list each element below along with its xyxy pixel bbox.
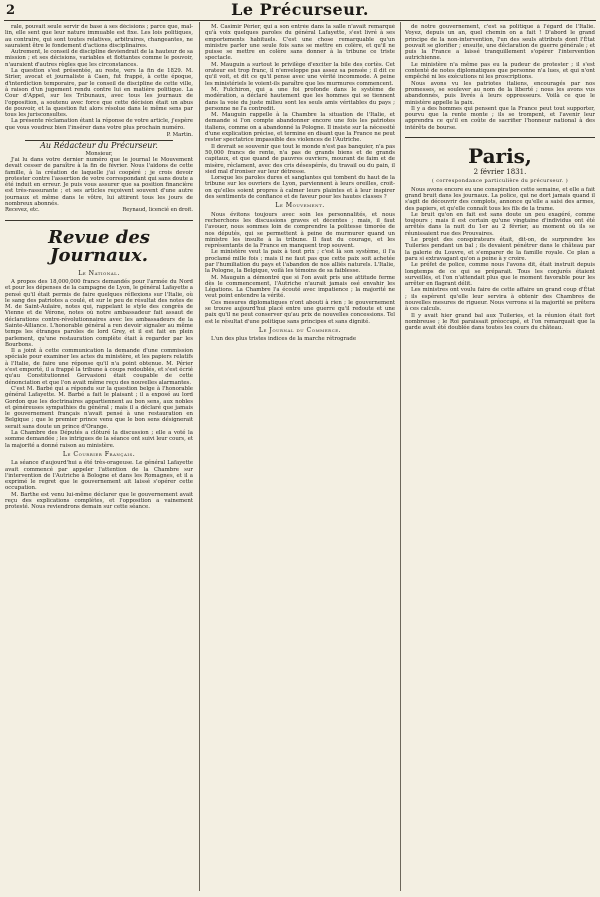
source-label: Le Journal du Commerce. (258, 326, 342, 334)
paragraph: Nous avons encore eu une conspiration cette semaine, et elle a fait grand bruit dans les journaux. La police, qui ne dort jamais quand il s'agit de découvrir des complots, annonce qu'elle a saisi des armes, des papiers, et qu'elle connaît tous les fils de la trame. (405, 186, 595, 212)
paragraph: Lorsque les paroles dures et sanglantes qui tombent du haut de la tribune sur les ouvriers de Lyon, parviennent à leurs oreilles, croit-on qu'elles soient propres à calmer leurs plaintes et à leur inspirer des sentiments de confiance et de faveur pour les hautes classes ? (205, 175, 395, 201)
paris-heading: Paris, (468, 144, 532, 169)
paragraph: Il y a des hommes qui pensent que la France peut tout supporter, pourvu que la rente monte ; ils se trompent, et l'avenir leur apprendra ce qu'il en coûte de sacrifier l'honneur national à des intérêts de bourse. (405, 105, 595, 131)
paragraph: Autrement, le conseil de discipline deviendrait de la hauteur de sa mission ; et ses décisions, variables et flottantes comme le pouvoir, n'auraient d'autres règles que les circonstances. (5, 49, 193, 68)
paragraph: Nous avons vu les patriotes italiens, encouragés par nos promesses, se soulever au nom de la liberté ; nous les avons vus abandonnés, puis livrés à leurs oppresseurs. Voilà ce que le ministère appelle la paix. (405, 80, 595, 106)
letter-footer-right: Reynaud, licencié en droit. (122, 207, 193, 214)
divider (405, 137, 595, 138)
source-label: Le Mouvement. (275, 202, 325, 210)
paragraph: M. Mauguin a surtout le privilège d'exciter la bile des cortès. Cet orateur est trop franc, il n'enveloppe pas assez sa pensée ; il dit ce qu'il voit, et dit ce qu'il pense avec une vérité incommode. A peine les ministériels le voient-ils paraître que les murmures commencent. (205, 61, 395, 87)
paragraph: de notre gouvernement, c'est sa politique à l'égard de l'Italie. Voyez, depuis un an, quel chemin on a fait ! D'abord le grand principe de la non-intervention, l'un des seuls attributs dont l'État pouvait se glorifier ; ensuite, une déclaration de guerre générale ; et puis la France a laissé tranquillement s'opérer l'intervention autrichienne. (405, 24, 595, 62)
paragraph: M. Barthe est venu lui-même déclarer que le gouvernement avait reçu des explications complètes, et l'opposition a vainement protesté. Nous reviendrons demain sur cette séance. (5, 491, 193, 511)
paragraph: La présente réclamation étant la réponse de votre article, j'espère que vous voudrez bien l'insérer dans votre plus prochain numéro. (5, 118, 193, 131)
column-2 (205, 24, 395, 892)
paragraph: Il a joint à cette communication la demande d'une commission spéciale pour examiner les actes du ministère, et les papiers relatifs à l'Italie, de faire une réponse qu'il n'a point obtenue. M. Périer s'est emporté, il a frappé la tribune à coups redoublés, et s'est écrié qu'au Constitutionnel Gervasioni était coupable de cette dénonciation et que l'on avait même reçu des nouvelles alarmantes. (5, 348, 193, 386)
paragraph: La question s'est présentée, au reste, vers la fin de 1829. M. Sirier, avocat et journaliste à Caen, fut frappé, à cette époque, d'interdiction temporaire, par le conseil de discipline de cette ville, à raison d'un jugement rendu contre lui en matière politique. La Cour d'Appel, sur les Tribunaux, avec tous les journaux de l'opposition, a soutenu avec force que cette décision était un abus de pouvoir, et la question fut alors résolue dans le même sens par tous les jurisconsultes. (5, 68, 193, 119)
header-rule (4, 20, 596, 21)
paris-date: 2 février 1831. (473, 168, 527, 177)
paragraph: M. Mauguin a démontré que si l'on avait pris une attitude ferme dès le commencement, l'Autriche n'aurait jamais osé envahir les Légations. La Chambre l'a écouté avec impatience ; la majorité ne veut point entendre la vérité. (205, 274, 395, 300)
paragraph: Le ministère n'a même pas eu la pudeur de protester ; il s'est contenté de notes diplomatiques que personne n'a lues, et qui n'ont empêché ni les exécutions ni les proscriptions. (405, 61, 595, 81)
paragraph: M. Fulchiron, qui a une foi profonde dans le système de modération, a déclaré hautement que les hommes qui se tiennent dans la voie du juste milieu sont les seuls amis véritables du pays ; personne ne l'a contredit. (205, 86, 395, 112)
page-number: 2 (6, 3, 16, 18)
column-3 (405, 24, 595, 892)
paragraph: Le bruit qu'on en fait est sans doute un peu exagéré, comme toujours ; mais il est certain qu'une vingtaine d'individus ont été arrêtés dans la nuit du 1er au 2 février, au moment où ils se réunissaient rue des Prouvaires. (405, 211, 595, 237)
column-separator (199, 22, 200, 891)
correspondence-label: ( correspondance particulière du précurseur. ) (431, 178, 569, 185)
letter-heading: Au Rédacteur du Précurseur. (40, 141, 158, 151)
paragraph: M. Casimir Périer, qui a son entrée dans la salle n'avait remarqué qu'à voix quelques paroles du général Lafayette, s'est livré à ses emportements habituels. C'est une chose remarquable qu'un ministre parler une seule fois sans se mettre en colère, et qu'il ne puisse se mettre en colère sans donner à la tribune ce triste spectacle. (205, 24, 395, 62)
column-separator (400, 22, 401, 891)
signature: P. Martin. (166, 132, 193, 139)
letter-body: J'ai lu dans votre dernier numéro que le journal le Mouvement devait cesser de paraître à la fin de février. Nous l'aidons de cette famille, à la création de laquelle j'ai coopéré ; je crois devoir protester contre l'assertion de votre correspondant qui sans doute a été induit en erreur. Je puis vous assurer que sa position financière est très-rassurante ; et ses articles reçoivent souvent d'une autre journaux et même dans le vôtre, lui attirent tous les jours de nombreux abonnés. (5, 156, 193, 208)
divider (5, 220, 193, 221)
paragraph: L'un des plus tristes indices de la marche rétrograde (211, 336, 357, 343)
column-1 (5, 24, 193, 892)
paragraph: A propos des 18,000,000 francs demandés pour l'armée du Nord et pour les dépenses de la campagne de Lyon, le général Lafayette a pensé qu'il était permis de faire quelques réflexions sur l'Italie, où le sang des patriotes a coulé, et sur le peu de résultat des notes de M. de Saint-Aulaire, notes qui, rappelant le style des congrès de Vienne et de Vérone, notes où notre ambassadeur fait assaut de déclarations contre-révolutionnaires avec les ambassadeurs de la Sainte-Alliance. L'honorable général a ren devoir signaler au même temps les étranges paroles de lord Grey, et il est fait en plein parlement, qu'une restauration complète était à regarder par les Bourbons. (5, 278, 193, 348)
paragraph: La séance d'aujourd'hui a été très-orageuse. Le général Lafayette avait commencé par appeler l'attention de la Chambre sur l'intervention de l'Autriche à Bologne et dans les Romagnes, et il a exprimé le regret que le gouvernement ait laissé s'opérer cette occupation. (5, 460, 193, 492)
paragraph: Nous évitons toujours avec soin les personnalités, et nous recherchons les discussions graves et décentes ; mais, il faut l'avouer, nous sommes loin de comprendre la politesse timorée de nos députés, qui se permettent à peine de murmurer quand un ministre les insulte à la tribune. Il faut du courage, et les représentants de la France en manquent trop souvent. (205, 211, 395, 250)
paragraph: Il y avait hier grand bal aux Tuileries, et la réunion était fort nombreuse ; le Roi paraissait préoccupé, et l'on remarquait que la garde avait été doublée dans toutes les cours du château. (405, 312, 595, 332)
newspaper-title: Le Précurseur. (231, 0, 369, 19)
paragraph: Les ministres ont voulu faire de cette affaire un grand coup d'État ; ils espèrent qu'elle leur servira à obtenir des Chambres de nouvelles mesures de rigueur. Nous verrons si la majorité se prêtera à ces calculs. (405, 287, 595, 313)
letter-footer-left: Recevez, etc. (5, 207, 40, 214)
paragraph: Le ministère veut la paix à tout prix ; c'est là son système, il l'a proclamé mille fois ; mais il ne faut pas que cette paix soit achetée par l'humiliation du pays et l'abandon de nos alliés naturels. L'Italie, la Pologne, la Belgique, voilà les témoins de sa faiblesse. (205, 249, 395, 275)
source-label: Le Courrier Français. (62, 450, 136, 458)
source-label: Le National. (78, 269, 120, 277)
paragraph: Le projet des conspirateurs était, dit-on, de surprendre les Tuileries pendant un bal ; ils devaient pénétrer dans le château par la galerie du Louvre, et s'emparer de la famille royale. Ce plan a paru si extravagant qu'on a peine à y croire. (405, 237, 595, 262)
paragraph: M. Mauguin rappelle à la Chambre la situation de l'Italie, et demande si l'on compte abandonner encore une fois les patriotes italiens, comme on a abandonné la Pologne. Il insiste sur la nécessité d'une explication précise, et termine en disant que la France ne peut rester spectatrice impassible des violences de l'Autriche. (205, 112, 395, 144)
paragraph: C'est M. Barbé qui a répondu sur la question belge à l'honorable général Lafayette. M. Barbé a fait le plaisant ; il a exposé au lord Gordon que les doctrinaires appartiennent au bon sens, aux nobles et généreuses sympathies du général ; mais il a déclaré que jamais le gouvernement français n'avait pensé à une restauration en Belgique ; que le premier prince venu que le bon sens désignerait serait sans doute un prince d'Orange. (5, 385, 193, 430)
paragraph: Il devrait se souvenir que tout le monde n'est pas banquier, n'a pas 50,000 francs de rente, n'a pas de grands biens et de grands capitaux, et que quand de pauvres ouvriers, mourant de faim et de misère, réclament, avec des cris désespérés, du travail ou du pain, il sied mal d'ironiser sur leur détresse. (205, 143, 395, 175)
paragraph: La Chambre des Députés a clôturé la discussion ; elle a voté la somme demandée ; les intrigues de la séance ont suivi leur cours, et la majorité a donné raison au ministère. (5, 430, 193, 449)
paragraph: rale, pouvait seule servir de base à ses décisions ; parce que, mal-lin, elle sent que leur nature immuable est fixe. Les lois politiques, au contraire, qui sont toutes relatives, arbitraires, changeantes, ne sauraient être le fondement d'actions disciplinaires. (5, 24, 193, 49)
paragraph: Ces mesures diplomatiques n'ont abouti à rien ; le gouvernement se trouve aujourd'hui placé entre une guerre qu'il redoute et une paix qu'il ne peut conserver qu'au prix de nouvelles concessions. Tel est le résultat d'une politique sans principes et sans dignité. (205, 299, 395, 325)
paragraph: Le préfet de police, comme nous l'avons dit, était instruit depuis longtemps de ce qui se préparait. Tous les conjurés étaient surveillés, et l'on n'attendait plus que le moment favorable pour les arrêter en flagrant délit. (405, 262, 595, 288)
letter-footer (5, 207, 193, 213)
letter-salutation: Monsieur, (85, 150, 113, 157)
section-title: Revue des Journaux. (48, 226, 150, 266)
